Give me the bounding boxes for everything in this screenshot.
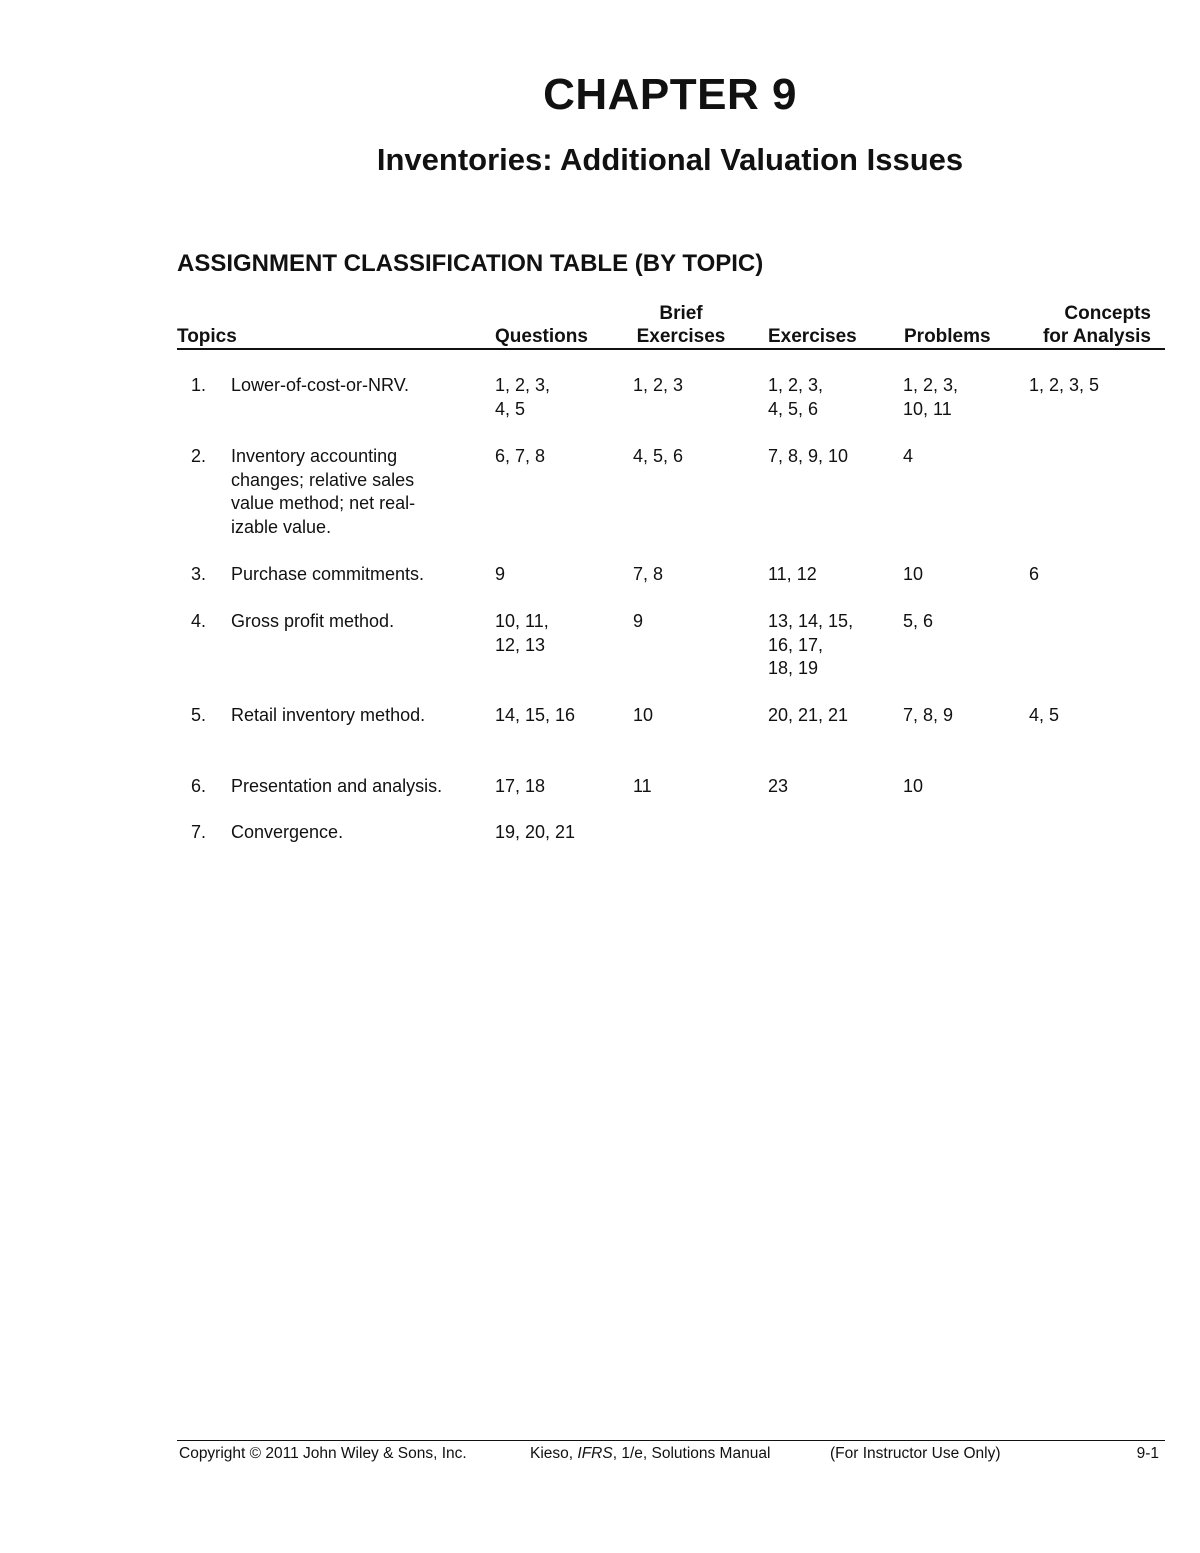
column-header-brief-exercises-line1: Brief <box>659 303 703 324</box>
column-header-exercises: Exercises <box>768 326 857 347</box>
column-header-concepts-line1: Concepts <box>1064 303 1151 324</box>
row-number: 2. <box>191 446 207 466</box>
footer-usage-note: (For Instructor Use Only) <box>830 1445 1001 1462</box>
row-exercises: 20, 21, 21 <box>768 705 849 725</box>
row-concepts: 6 <box>1029 564 1040 584</box>
row-brief-exercises: 4, 5, 6 <box>633 446 684 466</box>
row-questions: 14, 15, 16 <box>495 705 576 725</box>
row-number: 1. <box>191 375 207 395</box>
row-concepts: 1, 2, 3, 5 <box>1029 375 1100 395</box>
row-exercises: 7, 8, 9, 10 <box>768 446 849 466</box>
row-topic: Gross profit method. <box>231 611 395 631</box>
footer-page-number: 9-1 <box>1136 1445 1159 1462</box>
column-header-concepts <box>1029 302 1151 348</box>
row-topic: Inventory accounting changes; relative sales value method; net real- izable value. <box>231 446 416 537</box>
row-questions: 1, 2, 3, 4, 5 <box>495 375 551 419</box>
row-exercises: 1, 2, 3, 4, 5, 6 <box>768 375 824 419</box>
footer-copyright: Copyright © 2011 John Wiley & Sons, Inc. <box>179 1445 467 1462</box>
row-exercises: 11, 12 <box>768 564 817 584</box>
row-topic: Purchase commitments. <box>231 564 425 584</box>
row-problems: 5, 6 <box>903 611 934 631</box>
row-topic: Retail inventory method. <box>231 705 426 725</box>
chapter-subtitle: Inventories: Additional Valuation Issues <box>376 142 964 177</box>
row-exercises: 13, 14, 15, 16, 17, 18, 19 <box>768 611 854 678</box>
row-topic: Presentation and analysis. <box>231 776 443 796</box>
column-header-brief-exercises <box>633 302 729 348</box>
column-header-brief-exercises-line2: Exercises <box>636 326 726 347</box>
column-header-topics: Topics <box>177 326 237 347</box>
footer-author: Kieso, <box>530 1445 574 1462</box>
row-questions: 6, 7, 8 <box>495 446 546 466</box>
row-problems: 10 <box>903 564 924 584</box>
column-header-questions: Questions <box>495 326 588 347</box>
row-brief-exercises: 9 <box>633 611 644 631</box>
row-questions: 10, 11, 12, 13 <box>495 611 549 655</box>
footer-book-title: IFRS <box>577 1445 613 1462</box>
row-problems: 7, 8, 9 <box>903 705 954 725</box>
row-questions: 9 <box>495 564 506 584</box>
row-problems: 10 <box>903 776 924 796</box>
footer-edition: , 1/e, Solutions Manual <box>612 1445 771 1462</box>
row-number: 7. <box>191 822 207 842</box>
section-heading: ASSIGNMENT CLASSIFICATION TABLE (BY TOPIC) <box>177 250 764 277</box>
row-brief-exercises: 10 <box>633 705 654 725</box>
row-brief-exercises: 11 <box>633 776 652 796</box>
row-topic: Convergence. <box>231 822 344 842</box>
row-brief-exercises: 1, 2, 3 <box>633 375 684 395</box>
row-topic: Lower-of-cost-or-NRV. <box>231 375 410 395</box>
column-header-concepts-line2: for Analysis <box>1042 326 1151 347</box>
row-exercises: 23 <box>768 776 789 796</box>
row-number: 5. <box>191 705 207 725</box>
table-header <box>177 302 1165 350</box>
row-number: 6. <box>191 776 207 796</box>
footer-book-reference <box>530 1445 770 1463</box>
row-problems: 1, 2, 3, 10, 11 <box>903 375 959 419</box>
row-problems: 4 <box>903 446 914 466</box>
row-questions: 17, 18 <box>495 776 546 796</box>
row-questions: 19, 20, 21 <box>495 822 576 842</box>
row-concepts: 4, 5 <box>1029 705 1060 725</box>
page-footer <box>177 1440 1165 1471</box>
row-number: 4. <box>191 611 207 631</box>
row-brief-exercises: 7, 8 <box>633 564 664 584</box>
chapter-title: CHAPTER 9 <box>543 70 797 119</box>
column-header-problems: Problems <box>904 326 991 347</box>
row-number: 3. <box>191 564 207 584</box>
